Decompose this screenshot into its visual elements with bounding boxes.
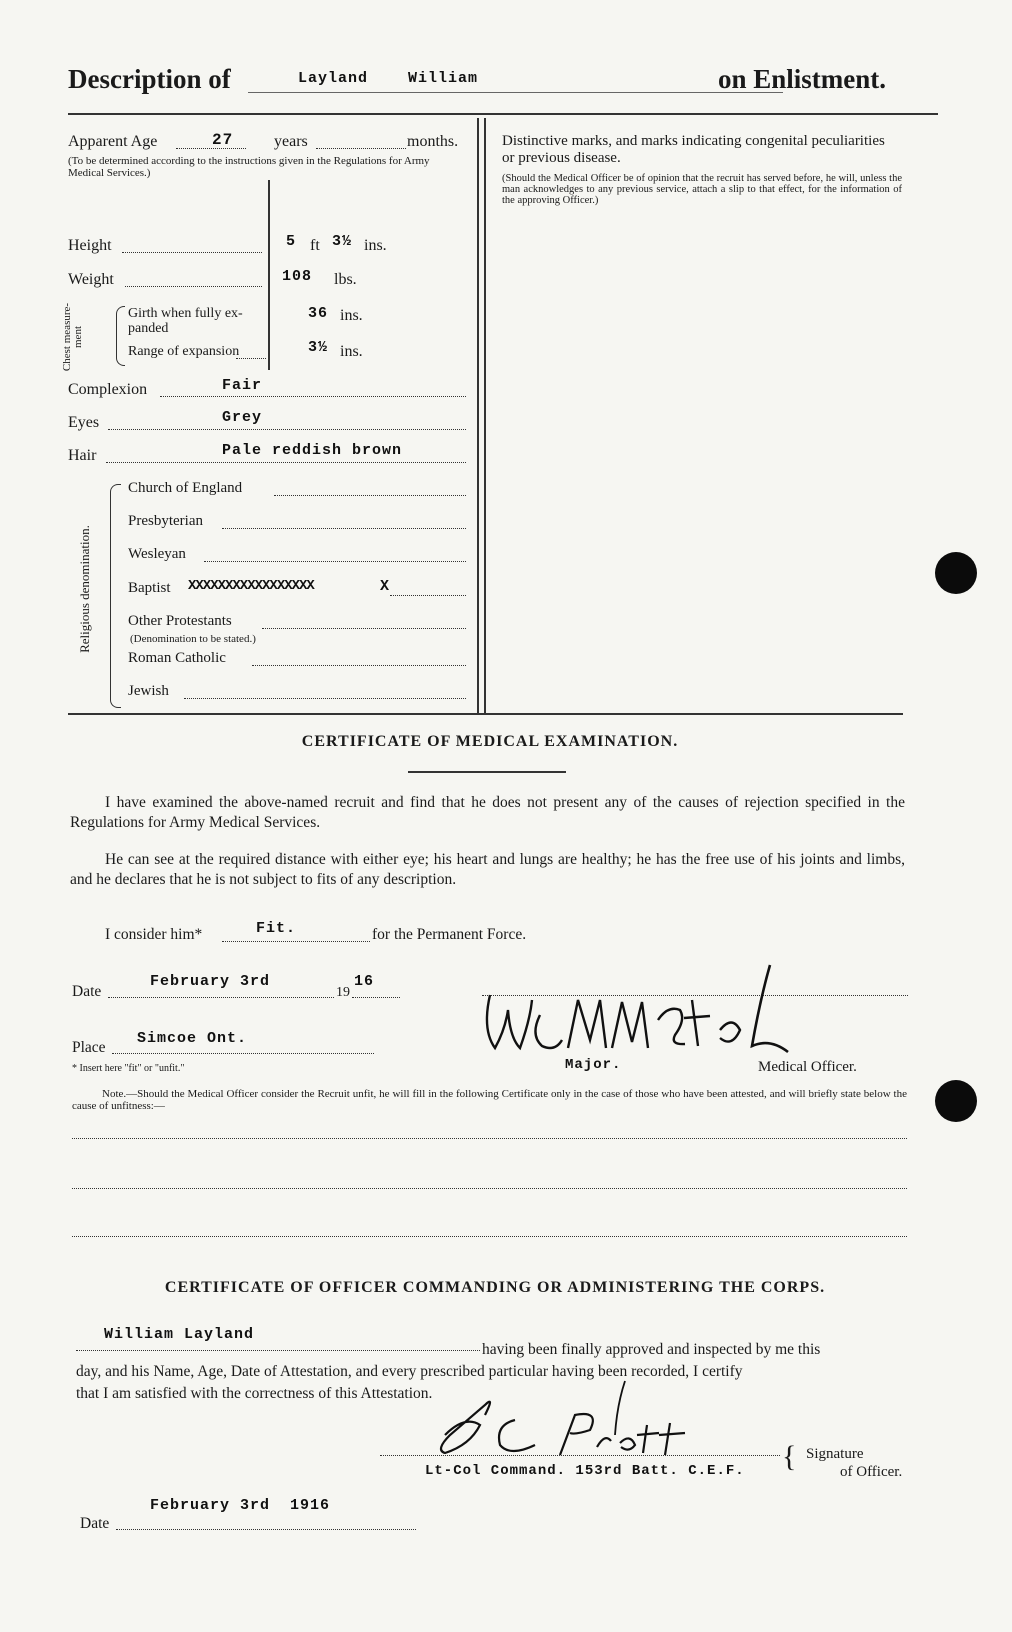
girth-value: 36 xyxy=(308,305,329,322)
commanding-officer-signature xyxy=(425,1375,705,1465)
unfit-line-1 xyxy=(72,1138,907,1139)
binder-hole-bottom xyxy=(935,1080,977,1122)
weight-value: 108 xyxy=(282,268,313,285)
header-surname: Layland xyxy=(298,70,369,87)
religion-baptist: Baptist xyxy=(128,580,171,596)
fit-value: Fit. xyxy=(256,920,297,937)
form-header xyxy=(68,62,938,102)
complexion-label: Complexion xyxy=(68,381,148,398)
height-label: Height xyxy=(68,237,112,254)
ft-label: ft xyxy=(310,237,320,254)
medical-year-value: 16 xyxy=(354,973,375,990)
girth-label: Girth when fully ex-panded xyxy=(128,306,243,336)
height-ins-label: ins. xyxy=(364,237,387,254)
chest-brace xyxy=(116,306,125,366)
consider-label: I consider him* xyxy=(105,926,203,943)
commanding-recruit-name: William Layland xyxy=(104,1326,255,1343)
weight-label: Weight xyxy=(68,271,114,288)
commanding-line-2: day, and his Name, Age, Date of Attestation, and every prescribed particular having been recorded, I certify xyxy=(76,1363,743,1380)
religion-wesleyan-dots xyxy=(204,561,466,562)
column-divider xyxy=(477,118,479,713)
eyes-label: Eyes xyxy=(68,414,100,431)
religion-brace xyxy=(110,484,121,708)
religion-baptist-dots xyxy=(390,595,466,596)
commanding-date-dots xyxy=(116,1529,416,1530)
fit-dots xyxy=(222,941,370,942)
medical-year-dots xyxy=(352,997,400,998)
religion-jewish-dots xyxy=(184,698,466,699)
commanding-title: CERTIFICATE OF OFFICER COMMANDING OR ADMINISTERING THE CORPS. xyxy=(164,1279,826,1296)
eyes-dots xyxy=(108,429,466,430)
medical-place-value: Simcoe Ont. xyxy=(137,1030,248,1047)
commanding-date-value: February 3rd 1916 xyxy=(150,1497,331,1514)
lbs-label: lbs. xyxy=(334,271,357,288)
signature-label: Signature xyxy=(806,1446,864,1462)
religion-coe-dots xyxy=(274,495,466,496)
religion-other: Other Protestants xyxy=(128,613,232,629)
medical-officer-rank: Major. xyxy=(565,1057,622,1073)
medical-place-label: Place xyxy=(72,1039,106,1056)
medical-paragraph-2: He can see at the required distance with either eye; his heart and lungs are healthy; he has the free use of his joints and limbs, and he declares that he is not subject to fits of any description. xyxy=(70,851,905,888)
medical-place-dots xyxy=(112,1053,374,1054)
distinctive-marks-title: Distinctive marks, and marks indicating congenital peculiarities or previous disease. xyxy=(502,133,885,166)
commanding-date-label: Date xyxy=(80,1515,110,1532)
commanding-rank: Lt-Col Command. 153rd Batt. C.E.F. xyxy=(425,1463,745,1479)
religion-wesleyan: Wesleyan xyxy=(128,546,186,562)
medical-date-label: Date xyxy=(72,983,102,1000)
medical-date-dots xyxy=(108,997,334,998)
section-rule xyxy=(68,713,903,715)
religion-other-note: (Denomination to be stated.) xyxy=(130,633,256,645)
range-value: 3½ xyxy=(308,339,329,356)
religion-coe: Church of England xyxy=(128,480,243,496)
medical-year-prefix: 19 xyxy=(336,985,350,1000)
complexion-dots xyxy=(160,396,466,397)
age-dots xyxy=(176,148,246,149)
insert-note: * Insert here "fit" or "unfit." xyxy=(72,1063,185,1074)
distinctive-marks-note: (Should the Medical Officer be of opinion that the recruit has served before, he will, unless the man acknowledges to any previous service, attach a slip to that effect, for the information of the approving Officer.) xyxy=(502,173,902,206)
age-value: 27 xyxy=(212,131,234,149)
unfit-note: Note.—Should the Medical Officer consider the Recruit unfit, he will fill in the following Certificate only in the case of those who have been attested, and will briefly state below the cause of unfitness:— xyxy=(72,1088,907,1112)
header-rule xyxy=(248,92,783,93)
medical-date-value: February 3rd xyxy=(150,973,271,990)
commanding-line-3: that I am satisfied with the correctness of this Attestation. xyxy=(76,1385,433,1402)
eyes-value: Grey xyxy=(222,409,263,426)
commanding-signature-dots xyxy=(380,1455,780,1456)
range-ins-label: ins. xyxy=(340,343,363,360)
complexion-value: Fair xyxy=(222,377,263,394)
religion-other-dots xyxy=(262,628,466,629)
religion-presb: Presbyterian xyxy=(128,513,203,529)
weight-dots xyxy=(125,286,262,287)
top-rule xyxy=(68,113,938,115)
hair-value: Pale reddish brown xyxy=(222,442,403,459)
months-dots xyxy=(316,148,406,149)
medical-title: CERTIFICATE OF MEDICAL EXAMINATION. xyxy=(301,733,679,750)
commanding-line-1: having been finally approved and inspected by me this xyxy=(482,1341,821,1358)
religion-presb-dots xyxy=(222,528,466,529)
medical-title-rule xyxy=(408,771,566,773)
medical-paragraph-1: I have examined the above-named recruit and find that he does not present any of the causes of rejection specified in the Regulations for Army Medical Services. xyxy=(70,794,905,831)
value-divider xyxy=(268,180,270,370)
height-in-value: 3½ xyxy=(332,233,353,250)
years-label: years xyxy=(274,133,308,150)
unfit-line-3 xyxy=(72,1236,907,1237)
commanding-brace-glyph: { xyxy=(782,1440,797,1473)
commanding-name-dots xyxy=(76,1350,480,1351)
header-given: William xyxy=(408,70,479,87)
medical-officer-label: Medical Officer. xyxy=(758,1059,857,1075)
height-ft-value: 5 xyxy=(286,233,297,250)
religion-label: Religious denomination. xyxy=(77,525,92,653)
height-dots xyxy=(122,252,262,253)
religion-baptist-strike: XXXXXXXXXXXXXXXXX xyxy=(188,578,314,594)
age-note: (To be determined according to the instructions given in the Regulations for Army Medical Services.) xyxy=(68,155,430,179)
religion-rc: Roman Catholic xyxy=(128,650,226,666)
column-divider-2 xyxy=(484,118,486,713)
range-label: Range of expansion xyxy=(128,344,240,359)
range-dots xyxy=(236,358,266,359)
hair-dots xyxy=(106,462,466,463)
age-label: Apparent Age xyxy=(68,133,158,150)
hair-label: Hair xyxy=(68,447,97,464)
binder-hole-top xyxy=(935,552,977,594)
religion-baptist-mark: X xyxy=(380,578,391,595)
months-label: months. xyxy=(407,133,459,150)
religion-jewish: Jewish xyxy=(128,683,169,699)
header-prefix: Description of xyxy=(68,64,231,94)
medical-officer-signature xyxy=(470,960,810,1060)
chest-label: Chest measure-ment xyxy=(61,302,84,372)
religion-rc-dots xyxy=(252,665,466,666)
header-suffix: on Enlistment. xyxy=(718,64,887,94)
permanent-force-label: for the Permanent Force. xyxy=(372,926,527,943)
unfit-line-2 xyxy=(72,1188,907,1189)
girth-ins-label: ins. xyxy=(340,307,363,324)
of-officer-label: of Officer. xyxy=(840,1464,903,1480)
